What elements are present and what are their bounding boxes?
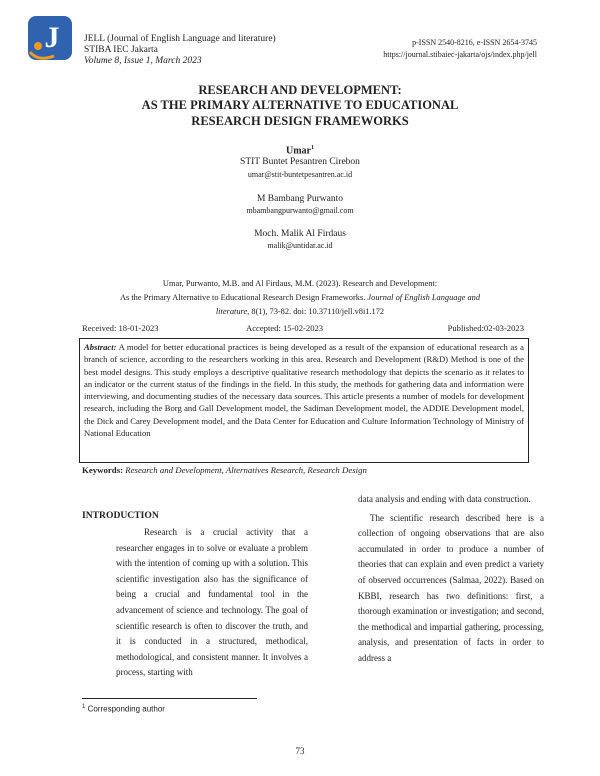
intro-left-column xyxy=(116,525,308,681)
footnote xyxy=(82,704,165,714)
title-line-1: RESEARCH AND DEVELOPMENT: xyxy=(198,83,402,97)
dates-row xyxy=(82,323,524,335)
publisher: STIBA IEC Jakarta xyxy=(84,45,158,55)
issn: p-ISSN 2540-8216, e-ISSN 2654-3745 xyxy=(412,38,537,47)
citation-journal: Journal of English Language and xyxy=(367,293,481,302)
citation-line-3 xyxy=(0,305,600,320)
journal-name: JELL (Journal of English Language and literature) xyxy=(84,34,276,44)
author-1-email: umar@stit-buntetpesantren.ac.id xyxy=(247,170,353,179)
citation-doi: 8(1), 73-82. doi: 10.37110/jell.v8i1.172 xyxy=(251,307,385,316)
footnote-rule xyxy=(82,698,257,699)
author-1 xyxy=(0,145,600,156)
author-1-affiliation: STIT Buntet Pesantren Cirebon xyxy=(240,157,360,167)
volume-issue: Volume 8, Issue 1, March 2023 xyxy=(84,56,202,66)
keywords-text: Research and Development, Alternatives Research, Research Design xyxy=(125,465,367,475)
author-1-sup: 1 xyxy=(311,145,314,151)
footnote-text: Corresponding author xyxy=(87,704,165,714)
abstract-box xyxy=(79,338,529,463)
author-2-email: mbambangpurwanto@gmail.com xyxy=(246,206,354,215)
keywords-label: Keywords: xyxy=(82,465,124,475)
intro-right-column xyxy=(358,492,544,667)
footnote-mark: 1 xyxy=(82,704,86,710)
author-1-name: Umar xyxy=(286,145,311,157)
title-line-3: RESEARCH DESIGN FRAMEWORKS xyxy=(191,114,409,128)
keywords xyxy=(82,465,367,475)
accepted-date: Accepted: 15-02-2023 xyxy=(246,323,324,333)
citation-line-2 xyxy=(0,291,600,306)
published-date: Published:02-03-2023 xyxy=(447,323,524,333)
introduction-heading: INTRODUCTION xyxy=(82,510,159,521)
intro-right-paragraph-2: The scientific research described here is a collection of ongoing observations that are also accumulated in order to produce a number of theories that can explain and even predict a variety of observed occurrences (Salmaa, 2022). Based on KBBI, research has two definitions: first, a thorough examination or investigation; and second, the methodical and impartial gathering, processing, analysis, and presentation of facts in order to address a xyxy=(358,512,544,663)
citation-line-1: Umar, Purwanto, M.B. and Al Firdaus, M.M. (2023). Research and Development: xyxy=(162,279,438,288)
citation-line-2-plain: As the Primary Alternative to Educational Research Design Frameworks. xyxy=(119,293,366,302)
received-date: Received: 18-01-2023 xyxy=(82,323,159,333)
intro-left-paragraph: Research is a crucial activity that a researcher engages in to solve or evaluate a problem with the intention of coming up with a solution. This scientific investigation also has the significance of being a crucial and fundamental tool in the advancement of science and technology. The goal of scientific research is often to discover the truth, and it is conducted in a structured, methodical, methodological, and consistent manner. It involves a process, starting with xyxy=(116,527,308,678)
logo-dot xyxy=(34,42,42,50)
abstract-label: Abstract: xyxy=(84,342,117,352)
citation-journal-cont: literature, xyxy=(215,307,250,316)
page-number: 73 xyxy=(295,746,305,756)
journal-url: https://journal.stibaiec-jakarta/ojs/index.php/jell xyxy=(383,50,537,59)
author-3-email: malik@untidar.ac.id xyxy=(267,241,333,250)
author-3-name: Moch. Malik Al Firdaus xyxy=(254,229,346,239)
logo-letter: J xyxy=(44,21,60,54)
abstract-text: A model for better educational practices is being developed as a result of the expansion of educational research as a branch of science, according to the researchers working in this area. Research and Development (R&D) Method is one of the best model designs. This study employs a descriptive qualitative research methodology that depicts the scenario as it relates to an indicator or the current status of the findings in the field. In this study, the methods for gathering data and information were interviewing, and documenting studies of the necessary data sources. This article presents a number of models for development research, including the Borg and Gall Development model, the Sadiman Development model, the ADDIE Development model, the Dick and Carey Development model, and the Data Center for Education and Culture Information Technology of Ministry of National Education xyxy=(84,342,524,439)
journal-logo xyxy=(28,16,72,60)
title-line-2: AS THE PRIMARY ALTERNATIVE TO EDUCATIONAL xyxy=(141,98,459,112)
author-2-name: M Bambang Purwanto xyxy=(256,194,344,204)
intro-right-paragraph-1: data analysis and ending with data construction. xyxy=(358,494,531,504)
